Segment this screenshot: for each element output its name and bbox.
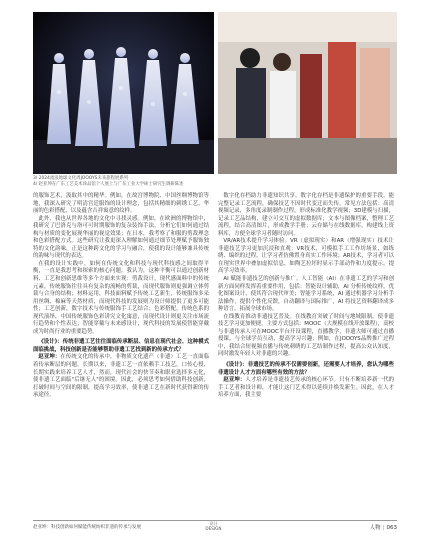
paragraph: AI 赋能非遗技艺的创新与推广。人工智能（AI）在非遗工艺的学习和创新方面同样发挥着重要作用，包括：智能设计辅助，AI 分析传统纹样，优化图案设计，使其符合现代审美；智能学习系统，AI 通过机器学习分析手法操作，提供个性化反馈，自动翻译与国际推广，AI 将技艺资料翻译成多种语言，拓展全球市场。 xyxy=(218,276,394,313)
caption-2: 4/ 赵亚坤在广东工艺美术珍品馆个人展上与广东工业大学硕士研究生调研陈述 xyxy=(33,182,184,187)
right-column xyxy=(218,193,394,400)
paragraph: 此外，我也从世界各地的文化中寻找灵感。例如，在欧洲的博物馆中，我研究了巴洛克与洛可可时期服饰的复杂装饰手法，分析它们如何通过结构与材质的变化展现华丽的视觉效果；在日本，我考察了和服的剪裁理念和色彩搭配方式。这些研究让我更深入理解如何通过细节处理赋予服饰独特的文化韵味，正是这种跨文化的学习与融合，使我的设计能够兼具传统的韵味与现代的表达。 xyxy=(33,215,209,260)
photo-fashion-show-illustration xyxy=(33,12,214,174)
left-column xyxy=(33,193,209,400)
answer-text: 人才培养是非遗技艺传承的核心环节。只有不断培养新一代的手工艺者和设计师，才能让这门艺术得以延续并焕发新生。因此，在人才培养方面，我主要 xyxy=(218,377,394,399)
photo-captions xyxy=(33,176,403,188)
photo-exhibition-visit xyxy=(218,12,397,174)
interview-question: 《设计》：传统非遗工艺往往面临传承断层、信息在现代社会、这种模式面临挑战，科技创新是否能够帮助非遗工艺找到新的传承方式？ xyxy=(33,339,209,353)
page-number: 063 xyxy=(386,525,397,531)
paragraph: 的服饰艺术，汲取其中的精华。例如，在故宫博物院、中国丝绸博物馆等地，我深入研究了明清宫廷服饰的设计理念，包括其精细的刺绣工艺、华丽的色彩搭配，以及蕴含吉祥寓意的纹样。 xyxy=(33,193,209,215)
footer-separator: | xyxy=(382,525,385,531)
footer-logo-cn: 设计 xyxy=(209,521,218,526)
footer-section: 人物 xyxy=(369,525,381,531)
answer-speaker: 赵亚坤： xyxy=(223,377,246,384)
paragraph: 在我的设计实践中，如何在传统文化和科技与现代科技感之间取得平衡，一直是我思考和探索的核心问题。我认为，这种平衡可以通过创新材料、工艺和创新思维等多个方面来实现：剪裁设计，现代感面料中的传统元素，传统服饰往往具有复杂的流畅的剪裁，而现代服饰则更强调立体剪裁与合身的结构；材料运用，科技面料赋予传统工艺新生，传统服饰多采用丝绸、棉麻等天然材质，而现代科技的发展则为设计师提供了更多可能性；工艺创新，数字技术与传统服饰手工艺结合；色彩搭配，传统色系的现代演绎，中国传统服饰色彩讲究文化寓意，而现代设计则更关注市场流行趋势和个性表达；智能穿戴与未来感设计，现代科技的发展使智能穿戴成为时尚行业的重要趋势。 xyxy=(33,260,209,335)
footer-page-info xyxy=(370,523,397,531)
interview-question: 《设计》：非遗技艺的传承不仅需要创新，还需要人才培养，您认为哪些非遗设计人才方面有哪些有效的方法？ xyxy=(218,362,394,376)
paragraph: 在线教育推动非遗技艺普及。在线教育突破了时间与地域限制，使非遗技艺学习更加便捷，主要方式包括：MOOC（大规模在线开放课程），高校与非遗传承人可在MOOC平台开设课程，直播教学，非遗大师可通过直播授课，与全球学员互动，提高学习兴趣；例如，在JOOOYS品牌推广过程中，我结合短视频直播与传统刺绣的工艺结制作过程，提高公众认知度，同时激发年轻人对非遗的兴趣。 xyxy=(218,313,394,358)
photo-exhibition-visit-illustration xyxy=(218,12,397,174)
caption-1: 3/ 2024流浪地球文化周JOOOYS未来旅程展系列 xyxy=(33,176,129,181)
interview-answer xyxy=(33,354,209,399)
photo-fashion-show xyxy=(33,12,214,174)
interview-answer xyxy=(218,377,394,400)
footer-logo-en: DESIGN xyxy=(205,526,222,531)
answer-speaker: 赵亚坤： xyxy=(38,354,61,361)
answer-text: 在传统文化的传承中，非物质文化遗产（非遗）工艺一直面临着传承断层的问题。长期以来，非遗工艺一直依赖手工技艺，口传心授、长期实践来培养工艺人才，然而，现代社会的快节奏和职业选择多元化，使非遗工艺面临"后继无人"的困境。因此，必须思考如何借助科技创新，打破时间与空间的限制，提高学习效率，使非遗工艺在新时代获得新的传承途径。 xyxy=(33,354,209,399)
paragraph: 数字化存档助力非遗知识共享。数字化存档是非遗保护的重要手段，能完整记录工艺流程，确保技艺不因时代变迁而失传。常见方法包括：高清视频记录，多角度录制制作过程，形成标准化教学视频；3D建模与扫描，记录工艺品结构，建立可交互的虚拟数据库；文本与图像档案，整理工艺流程，结合高清图片，形成教学手册；云存储与在线数据库，构建线上资料库，方便全球学习者随时访问。 xyxy=(218,193,394,237)
paragraph: VR/AR技术提升学习体验。VR（虚拟现实）和AR（增强现实）技术让非遗技艺学习更加沉浸和直观：VR技术，可模拟手工工作坊场景，如练绣、编织的过程，让学习者仿佛置身真实工作环境；AR技术，学习者可以在现实世界中叠加虚拟信息，如陶艺拉坯时显示手部动作和力度提示，提高学习效率。 xyxy=(218,238,394,275)
footer-magazine-logo xyxy=(0,521,427,531)
footer-article-title: 赵亚坤：科技创新如何赋能传统纺织非遗的传承与发展 xyxy=(33,525,141,530)
